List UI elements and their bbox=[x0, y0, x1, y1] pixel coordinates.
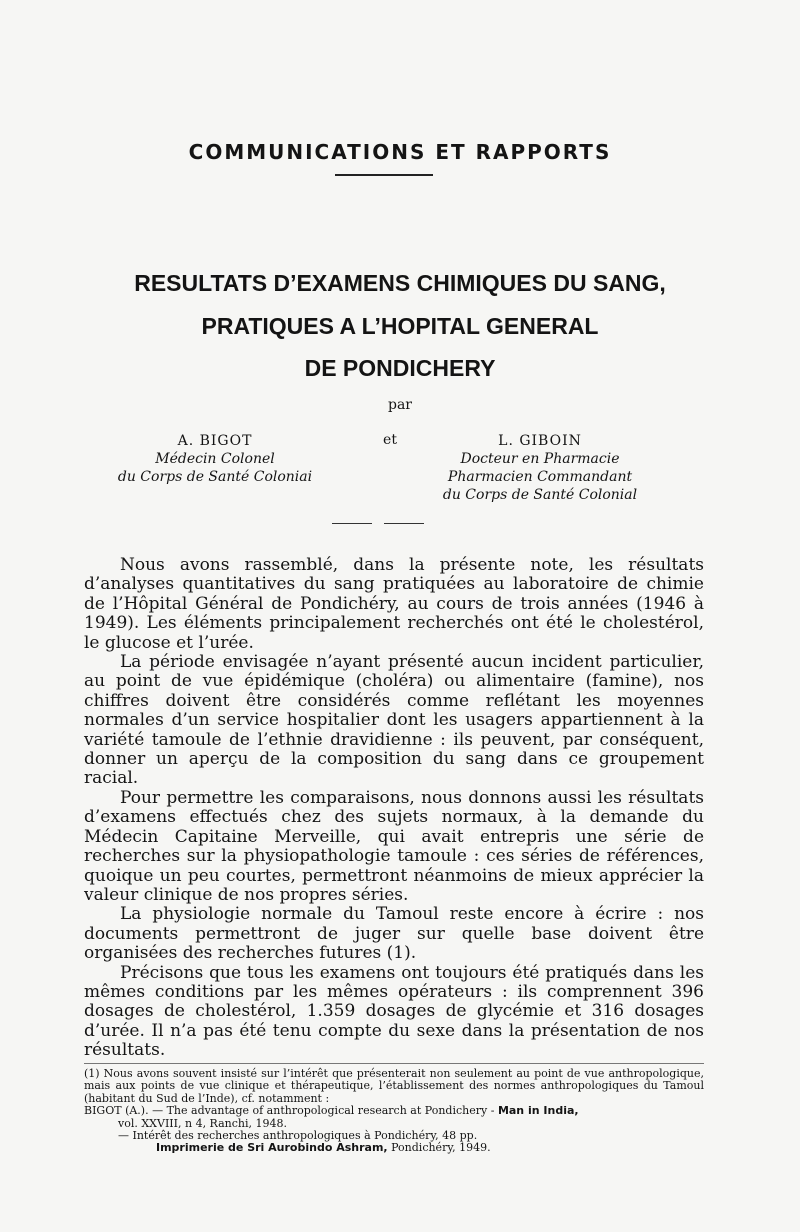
author-role: du Corps de Santé Colonial bbox=[442, 487, 638, 503]
separator-rule bbox=[332, 523, 372, 524]
ref-journal: Man in India, bbox=[497, 1104, 579, 1118]
footnotes bbox=[84, 1068, 704, 1155]
author-name: L. GIBOIN bbox=[498, 433, 582, 449]
paragraph: La physiologie normale du Tamoul reste encore à écrire : nos documents permettront de juger sur quelle base doivent être organisées des recherches futures (1). bbox=[84, 904, 704, 964]
paragraph: Précisons que tous les examens ont toujours été pratiqués dans les mêmes conditions par les mêmes opérateurs : ils comprennent 396 dosages de cholestérol, 1.359 dosages de glycémie et 316 dosages d’urée. Il n’a pas été tenu compte du sexe dans la présentation de nos résultats. bbox=[84, 962, 704, 1061]
section-header: COMMUNICATIONS ET RAPPORTS bbox=[188, 140, 612, 164]
footnote-ref-1 bbox=[84, 1105, 704, 1117]
author-role: Docteur en Pharmacie bbox=[460, 451, 620, 467]
and-label: et bbox=[383, 432, 397, 448]
author-bigot bbox=[110, 432, 320, 486]
article-title-line-2: PRATIQUES A L’HOPITAL GENERAL bbox=[201, 313, 599, 339]
article-body bbox=[84, 556, 704, 1061]
by-label: par bbox=[387, 397, 412, 413]
separator-rule bbox=[384, 523, 424, 524]
footnote-rule bbox=[84, 1063, 704, 1064]
article-title-line-3: DE PONDICHERY bbox=[304, 355, 496, 381]
footnote-ref-2: — Intérêt des recherches anthropologiques à Pondichéry, 48 pp. bbox=[118, 1129, 478, 1143]
author-giboin bbox=[420, 432, 660, 504]
header-rule bbox=[335, 174, 433, 176]
ref-prefix: BIGOT (A.). — The advantage of anthropological research at Pondichery - bbox=[84, 1104, 495, 1118]
author-role: Pharmacien Commandant bbox=[447, 469, 633, 485]
imprint-place-year: Pondichéry, 1949. bbox=[391, 1141, 491, 1155]
footnote-1: (1) Nous avons souvent insisté sur l’intérêt que présenterait non seulement au point de vue anthropologique, mais aux points de vue clinique et thérapeutique, l’établissement des normes anthropologiques du Tamoul (habitant du Sud de l’Inde), cf. notamment : bbox=[84, 1067, 704, 1105]
footnote-ref-1-details: vol. XXVIII, n 4, Ranchi, 1948. bbox=[118, 1116, 287, 1130]
paragraph: La période envisagée n’ayant présenté aucun incident particulier, au point de vue épidémique (choléra) ou alimentaire (famine), nos chiffres doivent être considérés comme reflétant les moyennes normales d’un service hospitalier dont les usagers appartiennent à la variété tamoule de l’ethnie dravidienne : ils peuvent, par conséquent, donner un aperçu de la composition du sang dans ce groupement racial. bbox=[84, 652, 704, 789]
author-role: Médecin Colonel bbox=[155, 451, 275, 467]
imprint bbox=[84, 1142, 704, 1154]
imprint-publisher: Imprimerie de Sri Aurobindo Ashram, bbox=[156, 1141, 388, 1155]
author-role: du Corps de Santé Coloniai bbox=[117, 469, 313, 485]
paragraph: Pour permettre les comparaisons, nous donnons aussi les résultats d’examens effectués chez des sujets normaux, à la demande du Médecin Capitaine Merveille, qui avait entrepris une série de recherches sur la physiopathologie tamoule : ces séries de références, quoique un peu courtes, permettront néanmoins de mieux apprécier la valeur clinique de nos propres séries. bbox=[84, 787, 704, 905]
paragraph: Nous avons rassemblé, dans la présente note, les résultats d’analyses quantitatives du sang pratiquées au laboratoire de chimie de l’Hôpital Général de Pondichéry, au cours de trois années (1946 à 1949). Les éléments principalement recherchés ont été le cholestérol, le glucose et l’urée. bbox=[84, 555, 704, 653]
author-name: A. BIGOT bbox=[177, 433, 253, 449]
article-title-line-1: RESULTATS D’EXAMENS CHIMIQUES DU SANG, bbox=[134, 270, 666, 296]
